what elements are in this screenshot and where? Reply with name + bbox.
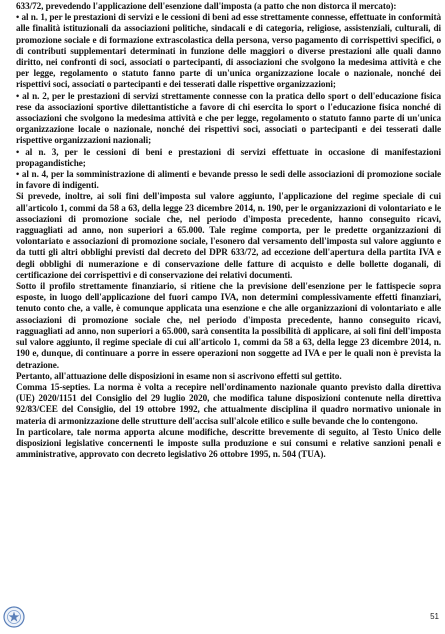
paragraph-in-particolare: In particolare, tale norma apporta alcune modifiche, descritte brevemente di seguito, al Testo Unico delle disposizioni legislative concernenti le imposte sulla produzione e sui consumi e relative sanzioni penali e amministrative, approvato con decreto legislativo 26 ottobre 1995, n. 504 (TUA).: [16, 426, 441, 460]
parliament-seal-icon: [3, 606, 25, 628]
paragraph-intro: 633/72, prevedendo l'applicazione dell'esenzione dall'imposta (a patto che non distorca il mercato):: [16, 1, 397, 11]
paragraph-gettito: Pertanto, all'attuazione delle disposizioni in esame non si ascrivono effetti sul gettito.: [16, 370, 342, 381]
bullet-item-2: • al n. 2, per le prestazioni di servizi strettamente connesse con la pratica dello sport o dell'educazione fisica rese da associazioni sportive dilettantistiche a favore di chi esercita lo sport o l'educazione fisica nonché di associazioni che svolgono la medesima attività e che per legge, regolamento o statuto fanno parte di un'unica organizzazione locale o nazionale, nonché dei rispettivi soci, associati o partecipanti e dei tesserati dalle rispettive organizzazioni nazionali;: [16, 90, 441, 146]
page-number: 51: [430, 612, 439, 621]
bullet-item-4: • al n. 4, per la somministrazione di alimenti e bevande presso le sedi delle associazioni di promozione sociale in favore di indigenti.: [16, 169, 441, 191]
paragraph-comma-15-septies: Comma 15-septies. La norma è volta a recepire nell'ordinamento nazionale quanto previsto dalla direttiva (UE) 2020/1151 del Consiglio del 29 luglio 2020, che modifica talune disposizioni contenute nella direttiva 92/83/CEE del Consiglio, del 19 ottobre 1992, che attualmente disciplina il quadro normativo unionale in materia di armonizzazione delle strutture dell'accisa sull'alcole etilico e sulle bevande che lo contengono.: [16, 381, 441, 426]
paragraph-profilo-finanziario: Sotto il profilo strettamente finanziario, si ritiene che la previsione dell'esenzione per le fattispecie sopra esposte, in luogo dell'applicazione del fuori campo IVA, non determini complessivamente effetti finanziari, tenuto conto che, a valle, è comunque applicata una esenzione e che alle organizzazioni di volontariato e alle associazioni di promozione sociale che, nel periodo d'imposta precedente, hanno conseguito ricavi, ragguagliati ad anno, non superiori a 65.000, sarà consentita la possibilità di applicare, ai soli fini dell'imposta sul valore aggiunto, il regime speciale di cui all'articolo 1, commi da 58 a 63, della legge 23 dicembre 2014, n. 190 e, dunque, di continuare a porre in essere operazioni non soggette ad IVA e per le quali non è prevista la detrazione.: [16, 281, 441, 370]
paragraph-regime-speciale: Si prevede, inoltre, ai soli fini dell'imposta sul valore aggiunto, l'applicazione del regime speciale di cui all'articolo 1, commi da 58 a 63, della legge 23 dicembre 2014, n. 190, per le organizzazioni di volontariato e le associazioni di promozione sociale che, nel periodo d'imposta precedente, hanno conseguito ricavi, ragguagliati ad anno, non superiori a 65.000. Tale regime comporta, per le predette organizzazioni di volontariato e associazioni di promozione sociale, l'esonero dal versamento dell'imposta sul valore aggiunto e da tutti gli altri obblighi previsti dal decreto del DPR 633/72, ad eccezione dell'apertura della partita IVA e degli obblighi di numerazione e di conservazione delle fatture di acquisto e delle bollette doganali, di certificazione dei corrispettivi e di conservazione dei relativi documenti.: [16, 191, 441, 280]
document-body: [16, 1, 441, 460]
bullet-item-3: • al n. 3, per le cessioni di beni e prestazioni di servizi effettuate in occasione di manifestazioni propagandistiche;: [16, 146, 441, 168]
bullet-item-1: • al n. 1, per le prestazioni di servizi e le cessioni di beni ad esse strettamente connesse, effettuate in conformità alle finalità istituzionali da associazioni politiche, sindacali e di categoria, religiose, assistenziali, culturali, di promozione sociale e di formazione extrascolastica della persona, verso pagamento di corrispettivi specifici, o di contributi supplementari determinati in funzione delle maggiori o diverse prestazioni alle quali danno diritto, nei confronti di soci, associati o partecipanti, di associazioni che svolgono la medesima attività e che per legge, regolamento o statuto fanno parte di un'unica organizzazione locale o nazionale, nonché dei rispettivi soci, associati o partecipanti e dei tesserati dalle rispettive organizzazioni;: [16, 12, 441, 90]
